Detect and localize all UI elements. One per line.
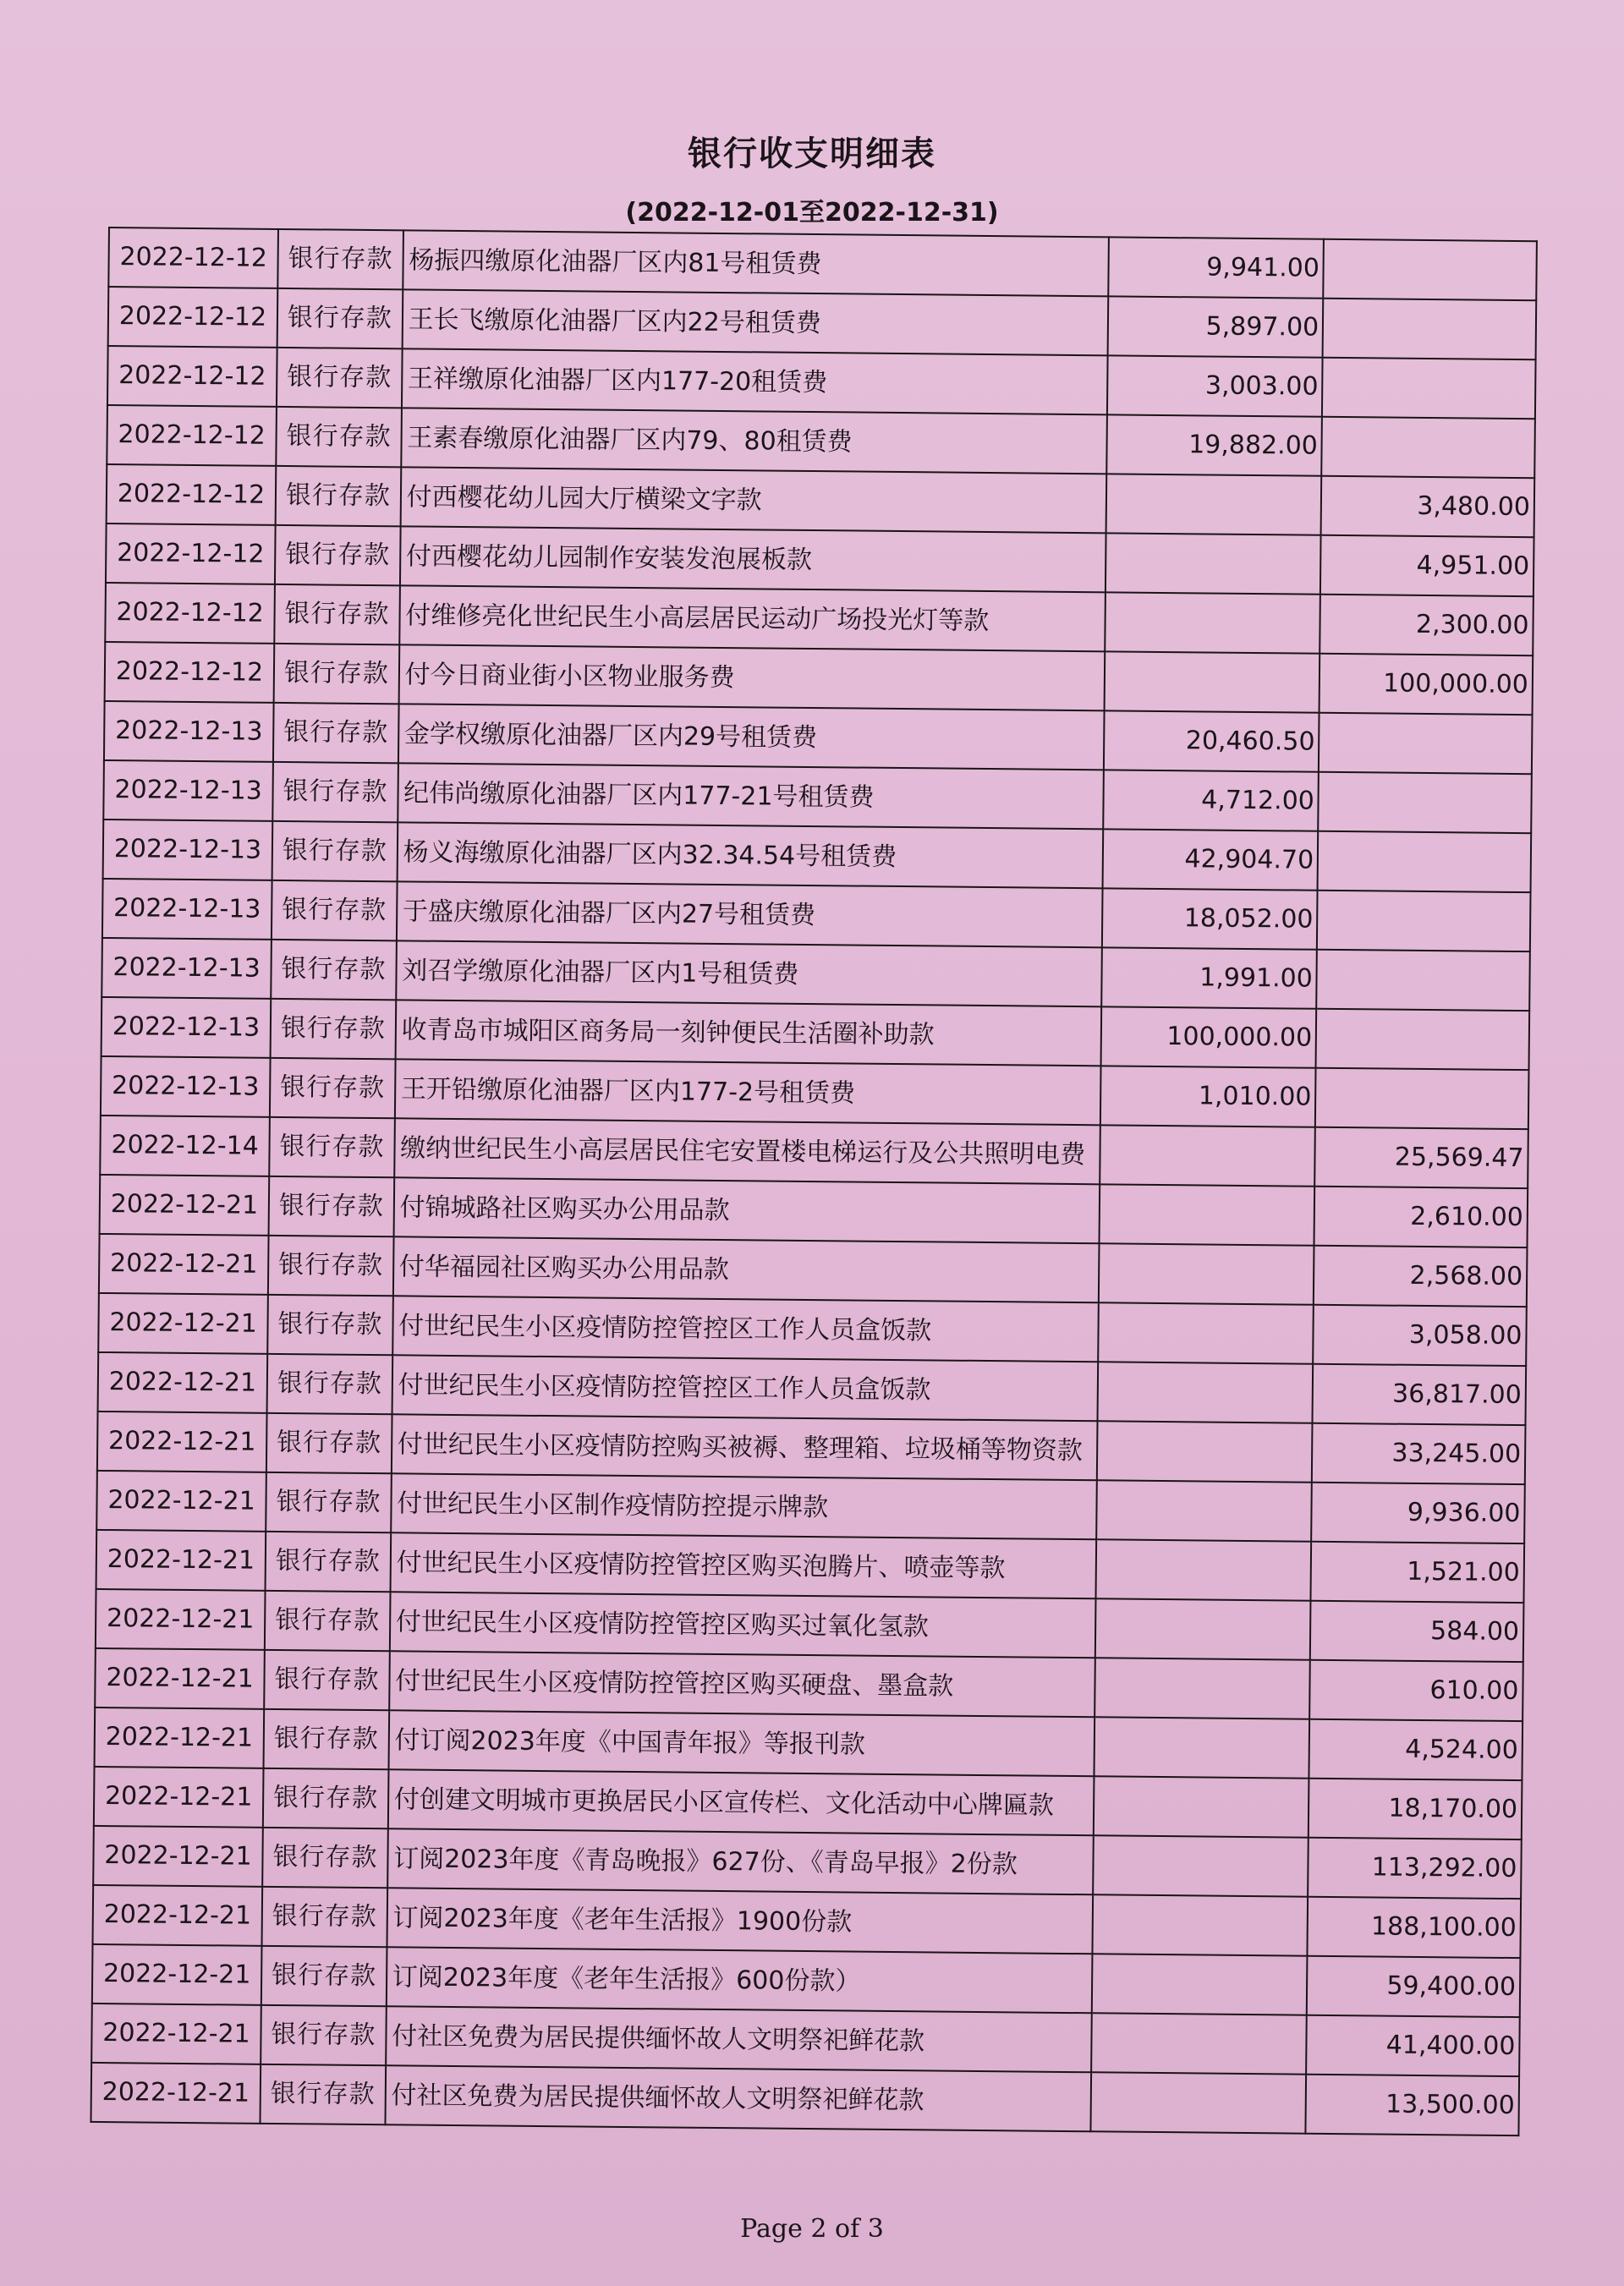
account-cell: 银行存款 (277, 348, 402, 408)
account-cell: 银行存款 (277, 229, 403, 289)
date-cell: 2022-12-12 (107, 346, 277, 407)
income-cell (1096, 1480, 1312, 1541)
expense-cell (1322, 358, 1535, 419)
expense-cell: 3,480.00 (1321, 476, 1534, 537)
expense-cell (1323, 299, 1536, 359)
description-cell: 付西樱花幼儿园大厅横梁文字款 (400, 467, 1106, 533)
income-cell: 5,897.00 (1107, 296, 1323, 357)
account-cell: 银行存款 (276, 407, 401, 467)
account-cell: 银行存款 (264, 1650, 389, 1710)
description-cell: 付世纪民生小区疫情防控购买被褥、整理箱、垃圾桶等物资款 (392, 1414, 1098, 1480)
income-cell: 4,712.00 (1103, 770, 1319, 831)
expense-cell: 4,951.00 (1320, 535, 1533, 596)
date-cell: 2022-12-12 (105, 642, 275, 703)
income-cell: 1,991.00 (1101, 947, 1317, 1008)
expense-cell: 3,058.00 (1313, 1305, 1526, 1366)
date-cell: 2022-12-21 (93, 1826, 263, 1887)
date-cell: 2022-12-21 (100, 1175, 270, 1236)
date-cell: 2022-12-12 (108, 228, 278, 288)
page-number: Page 2 of 3 (740, 2214, 884, 2244)
account-cell: 银行存款 (267, 1354, 392, 1414)
expense-cell: 2,568.00 (1314, 1246, 1527, 1307)
income-cell (1091, 1954, 1307, 2015)
expense-cell: 100,000.00 (1320, 654, 1533, 715)
account-cell: 银行存款 (277, 288, 403, 348)
description-cell: 付华福园社区购买办公用品款 (393, 1236, 1100, 1302)
description-cell: 纪伟尚缴原化油器厂区内177-21号租赁费 (398, 763, 1104, 829)
date-cell: 2022-12-12 (106, 524, 276, 584)
expense-cell: 1,521.00 (1311, 1542, 1524, 1603)
description-cell: 收青岛市城阳区商务局一刻钟便民生活圈补助款 (395, 1000, 1101, 1066)
account-cell: 银行存款 (271, 940, 396, 1000)
date-cell: 2022-12-12 (105, 583, 275, 644)
description-cell: 付世纪民生小区疫情防控管控区购买硬盘、墨盒款 (389, 1651, 1095, 1717)
income-cell (1094, 1717, 1309, 1778)
description-cell: 刘召学缴原化油器厂区内1号租赁费 (396, 940, 1102, 1006)
expense-cell: 41,400.00 (1306, 2015, 1519, 2076)
date-cell: 2022-12-13 (103, 760, 273, 821)
description-cell: 金学权缴原化油器厂区内29号租赁费 (398, 704, 1105, 770)
income-cell: 19,882.00 (1106, 414, 1322, 475)
description-cell: 杨义海缴原化油器厂区内32.34.54号租赁费 (397, 822, 1103, 888)
date-cell: 2022-12-21 (94, 1767, 264, 1828)
income-cell (1106, 474, 1321, 534)
expense-cell: 610.00 (1309, 1660, 1522, 1721)
description-cell: 王素春缴原化油器厂区内79、80租赁费 (401, 408, 1107, 474)
income-cell (1100, 1125, 1315, 1186)
date-cell: 2022-12-21 (96, 1530, 266, 1591)
description-cell: 订阅2023年度《老年生活报》600份款） (387, 1947, 1093, 2013)
income-cell (1104, 651, 1320, 712)
expense-cell: 25,569.47 (1314, 1127, 1528, 1188)
income-cell (1105, 592, 1320, 653)
account-cell: 银行存款 (261, 2064, 386, 2124)
income-cell (1095, 1598, 1310, 1659)
expense-cell: 2,610.00 (1314, 1187, 1528, 1247)
account-cell: 银行存款 (264, 1709, 389, 1769)
expense-cell (1316, 950, 1529, 1011)
income-cell: 18,052.00 (1101, 888, 1317, 949)
description-cell: 缴纳世纪民生小高层居民住宅安置楼电梯运行及公共照明电费 (394, 1118, 1100, 1184)
document-period: (2022-12-01至2022-12-31) (625, 198, 999, 228)
income-cell (1093, 1835, 1309, 1896)
income-cell: 20,460.50 (1103, 710, 1319, 771)
description-cell: 付世纪民生小区疫情防控管控区工作人员盒饭款 (392, 1355, 1098, 1421)
account-cell: 银行存款 (266, 1532, 391, 1592)
description-cell: 付西樱花幼儿园制作安装发泡展板款 (400, 526, 1106, 592)
expense-cell (1315, 1068, 1528, 1129)
account-cell: 银行存款 (261, 2005, 386, 2065)
account-cell: 银行存款 (262, 1887, 387, 1947)
expense-cell: 188,100.00 (1308, 1897, 1521, 1958)
date-cell: 2022-12-12 (107, 464, 277, 525)
date-cell: 2022-12-13 (103, 820, 273, 880)
income-cell: 100,000.00 (1100, 1006, 1316, 1067)
description-cell: 订阅2023年度《青岛晚报》627份、《青岛早报》2份款 (387, 1828, 1094, 1894)
date-cell: 2022-12-21 (92, 1944, 262, 2005)
account-cell: 银行存款 (263, 1768, 388, 1828)
description-cell: 于盛庆缴原化油器厂区内27号租赁费 (397, 881, 1103, 947)
ledger-body (91, 228, 1536, 2135)
account-cell: 银行存款 (272, 762, 398, 822)
account-cell: 银行存款 (274, 584, 399, 644)
date-cell: 2022-12-21 (91, 2063, 261, 2124)
income-cell (1097, 1362, 1313, 1423)
description-cell: 付世纪民生小区制作疫情防控提示牌款 (391, 1473, 1097, 1539)
description-cell: 付维修亮化世纪民生小高层居民运动广场投光灯等款 (399, 585, 1106, 651)
description-cell: 付世纪民生小区疫情防控管控区工作人员盒饭款 (392, 1296, 1099, 1362)
description-cell: 付世纪民生小区疫情防控管控区购买泡腾片、喷壶等款 (390, 1532, 1096, 1598)
date-cell: 2022-12-13 (104, 701, 274, 762)
income-cell (1091, 2013, 1307, 2074)
description-cell: 杨振四缴原化油器厂区内81号租赁费 (403, 230, 1109, 296)
income-cell: 9,941.00 (1108, 237, 1324, 298)
date-cell: 2022-12-13 (102, 997, 272, 1058)
date-cell: 2022-12-14 (100, 1116, 270, 1176)
description-cell: 付社区免费为居民提供缅怀故人文明祭祀鲜花款 (385, 2065, 1091, 2131)
date-cell: 2022-12-21 (97, 1412, 267, 1472)
expense-cell: 9,936.00 (1311, 1483, 1524, 1543)
date-cell: 2022-12-12 (108, 287, 278, 348)
date-cell: 2022-12-21 (91, 2004, 261, 2064)
expense-cell: 113,292.00 (1308, 1838, 1521, 1899)
account-cell: 银行存款 (262, 1828, 387, 1888)
account-cell: 银行存款 (269, 1117, 394, 1177)
account-cell: 银行存款 (276, 466, 401, 526)
income-cell (1098, 1243, 1314, 1304)
date-cell: 2022-12-21 (96, 1471, 266, 1532)
date-cell: 2022-12-13 (102, 879, 272, 940)
description-cell: 付今日商业街小区物业服务费 (398, 644, 1105, 710)
document-title: 银行收支明细表 (688, 134, 936, 173)
date-cell: 2022-12-21 (99, 1234, 269, 1295)
date-cell: 2022-12-21 (95, 1708, 265, 1768)
income-cell (1096, 1421, 1312, 1482)
expense-cell (1316, 1009, 1529, 1070)
account-cell: 银行存款 (272, 880, 397, 940)
expense-cell (1318, 772, 1531, 833)
income-cell (1099, 1184, 1314, 1245)
income-cell (1090, 2072, 1306, 2133)
expense-cell: 33,245.00 (1312, 1423, 1525, 1484)
expense-cell: 59,400.00 (1307, 1956, 1520, 2017)
description-cell: 王开铅缴原化油器厂区内177-2号租赁费 (395, 1059, 1101, 1125)
account-cell: 银行存款 (270, 1058, 395, 1118)
income-cell (1098, 1302, 1314, 1363)
account-cell: 银行存款 (272, 821, 398, 881)
table-row (91, 2063, 1519, 2135)
expense-cell (1317, 891, 1530, 951)
expense-cell (1324, 239, 1537, 300)
income-cell (1092, 1894, 1308, 1955)
account-cell: 银行存款 (266, 1413, 392, 1473)
expense-cell (1319, 713, 1532, 774)
description-cell: 付世纪民生小区疫情防控管控区购买过氧化氢款 (390, 1592, 1096, 1658)
account-cell: 银行存款 (261, 1946, 387, 2006)
description-cell: 王祥缴原化油器厂区内177-20租赁费 (402, 348, 1108, 414)
expense-cell: 2,300.00 (1320, 595, 1533, 655)
expense-cell: 13,500.00 (1306, 2075, 1519, 2135)
income-cell: 42,904.70 (1102, 829, 1318, 890)
expense-cell (1318, 831, 1531, 892)
income-cell (1105, 533, 1320, 594)
expense-cell (1322, 417, 1535, 478)
description-cell: 付社区免费为居民提供缅怀故人文明祭祀鲜花款 (386, 2006, 1092, 2072)
expense-cell: 36,817.00 (1313, 1364, 1526, 1425)
date-cell: 2022-12-13 (102, 938, 272, 999)
date-cell: 2022-12-12 (107, 405, 277, 466)
date-cell: 2022-12-21 (93, 1885, 263, 1946)
account-cell: 银行存款 (265, 1591, 390, 1651)
account-cell: 银行存款 (267, 1295, 392, 1355)
description-cell: 付创建文明城市更换居民小区宣传栏、文化活动中心牌匾款 (388, 1769, 1095, 1835)
account-cell: 银行存款 (275, 525, 400, 585)
date-cell: 2022-12-21 (98, 1293, 268, 1354)
date-cell: 2022-12-13 (101, 1056, 271, 1117)
description-cell: 付锦城路社区购买办公用品款 (393, 1177, 1100, 1243)
description-cell: 订阅2023年度《老年生活报》1900份款 (387, 1888, 1093, 1954)
expense-cell: 18,170.00 (1309, 1779, 1522, 1839)
ledger-table (90, 227, 1537, 2136)
date-cell: 2022-12-21 (98, 1352, 268, 1413)
income-cell: 3,003.00 (1106, 355, 1322, 416)
account-cell: 银行存款 (268, 1236, 393, 1296)
income-cell (1093, 1776, 1309, 1837)
account-cell: 银行存款 (273, 703, 398, 763)
income-cell: 1,010.00 (1100, 1066, 1315, 1127)
date-cell: 2022-12-21 (96, 1589, 266, 1650)
account-cell: 银行存款 (274, 644, 399, 704)
income-cell (1095, 1658, 1310, 1719)
account-cell: 银行存款 (266, 1472, 391, 1532)
account-cell: 银行存款 (269, 1176, 394, 1236)
account-cell: 银行存款 (271, 999, 396, 1059)
expense-cell: 4,524.00 (1309, 1719, 1522, 1780)
income-cell (1095, 1539, 1311, 1600)
expense-cell: 584.00 (1310, 1601, 1523, 1662)
description-cell: 付订阅2023年度《中国青年报》等报刊款 (388, 1710, 1095, 1776)
date-cell: 2022-12-21 (95, 1648, 265, 1709)
description-cell: 王长飞缴原化油器厂区内22号租赁费 (402, 289, 1108, 355)
